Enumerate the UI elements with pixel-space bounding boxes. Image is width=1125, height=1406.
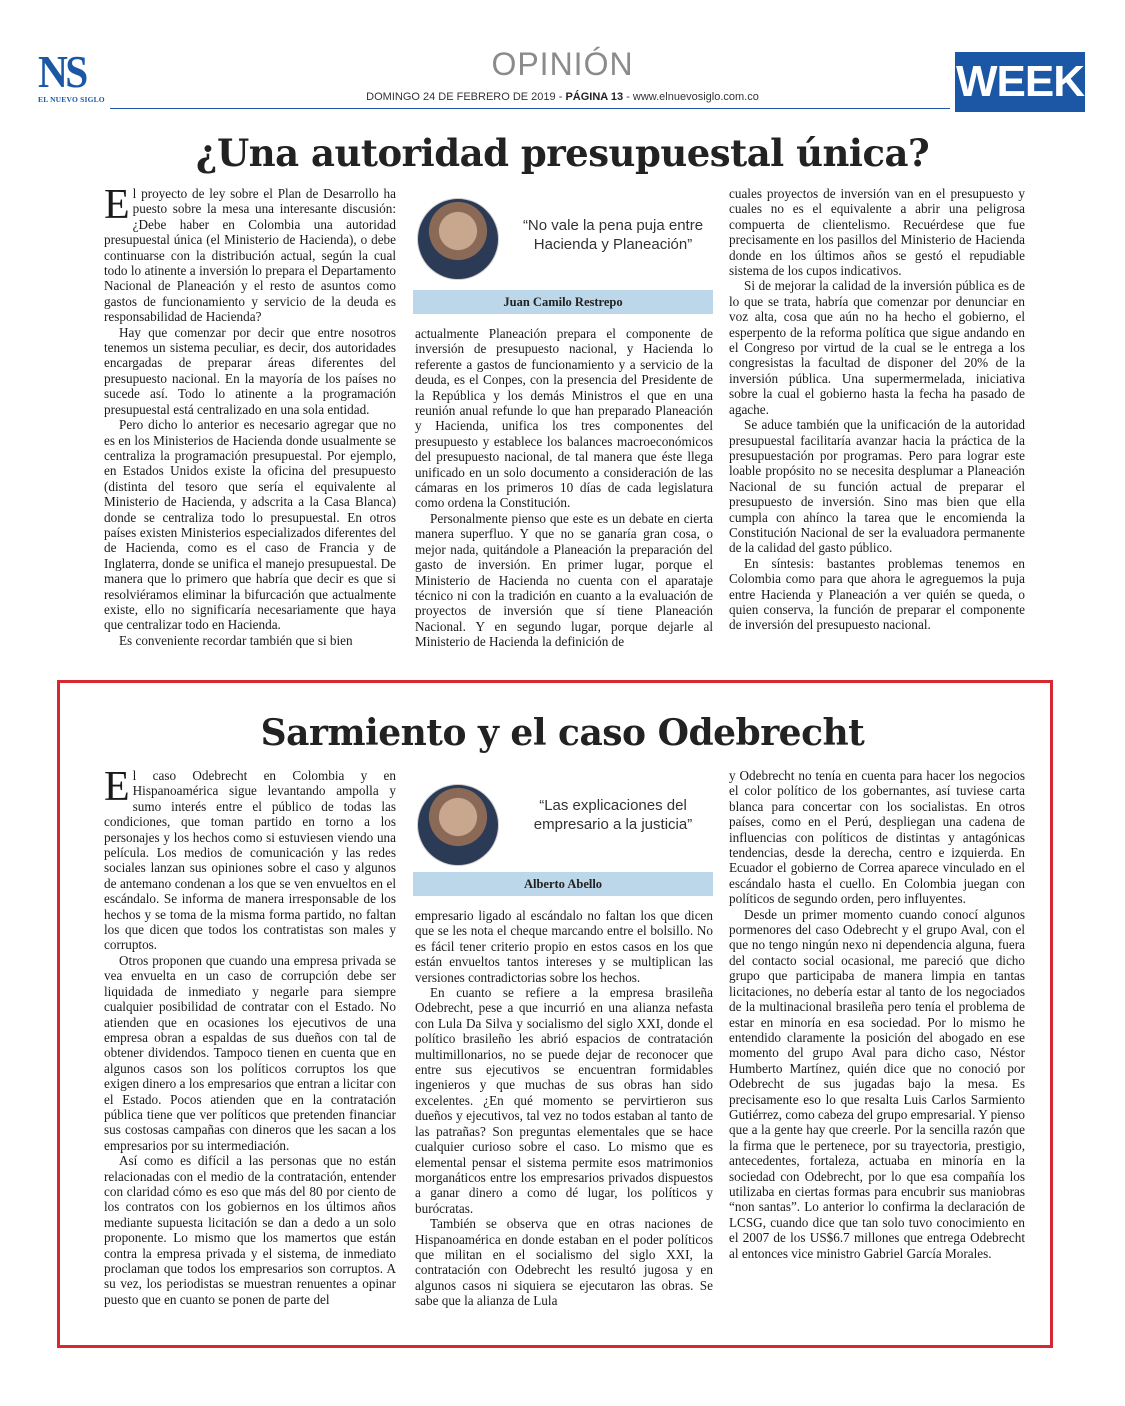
pull-quote: “Las explicaciones del empresario a la justicia” xyxy=(533,797,693,833)
article1-column-3 xyxy=(729,186,1025,633)
article2-paragraph: Así como es difícil a las personas que no están relacionadas con el medio de la contratación, entender con claridad cómo es eso que más del 80 por ciento de los contratos con los gobiernos en los últimos años mediante supuesta licitación se dan a dedo a un solo proponente. Lo mismo que los mamertos que están contra la empresa privada y el sistema, de inmediato proclaman que todos los empresarios son corruptos. A su vez, los periodistas se muestran renuentes a opinar puesto que en cuanto se ponen de parte del xyxy=(104,1153,396,1307)
author-name: Juan Camilo Restrepo xyxy=(413,290,713,314)
article1-paragraph: cuales proyectos de inversión van en el presupuesto y cuales no es el equivalente a abrir una peligrosa compuerta de clientelismo. Recuérdese que fue precisamente en los pasillos del Ministerio de Hacienda donde en los últimos años se gestó el repudiable sistema de los cupos indicativos. xyxy=(729,186,1025,279)
author-portrait xyxy=(417,198,499,280)
article2-paragraph: Desde un primer momento cuando conocí algunos pormenores del caso Odebrecht y el grupo Aval, con el que no tengo ningún nexo ni dependencia alguna, fuera del contacto social ocasional, me pareció que dicho grupo que participaba de manera limpia en tantas licitaciones, no debería estar al tanto de los negociados de la multinacional brasileña pero tenía el problema de estar en minoría en esa sociedad. Por lo mismo he entendido claramente la posición del abogado en ese momento del grupo Aval para dicho caso, Néstor Humberto Martínez, quién dice que no conoció por Odebrecht de sus jugadas bajo la mesa. Es precisamente eso lo que resalta Luis Carlos Sarmiento Gutiérrez, como cabeza del grupo empresarial. Y pienso que a la gente hay que creerle. Por la sencilla razón que la firma que le pertenece, por su trayectoria, prestigio, antecedentes, fortaleza, actuaba en minoría en la sociedad con Odebrecht, por lo que esa compañía los utilizaba en ciertas formas para encubrir sus maniobras “non santas”. Lo anterior lo confirma la declaración de LCSG, cuando dice que tan solo tuvo conocimiento en el 2007 de los US$6.7 millones que entrega Odebrecht al entonces vice ministro Gabriel García Morales. xyxy=(729,906,1025,1261)
pull-quote: “No vale la pena puja entre Hacienda y Planeación” xyxy=(522,217,704,253)
article2-column-1 xyxy=(104,764,396,1307)
article2-quote-box xyxy=(413,780,713,896)
header-rule xyxy=(110,108,950,109)
article1-paragraph: Es conveniente recordar también que si bien xyxy=(119,632,353,648)
article2-paragraph: y Odebrecht no tenía en cuenta para hacer los negocios el color político de los gobernantes, así tuviese carta blanca para concertar con los socialistas. En otros países, como en el Perú, despliegan una cadena de influencias con políticos de distintas y antagónicas tendencias, desde la derecha, centro e izquierda. En Ecuador el gobierno de Correa aparece vinculado en el escándalo hasta el cuello. En Colombia juegan con políticos de segundo orden, pero influyentes. xyxy=(729,768,1025,907)
article2-column-3 xyxy=(729,768,1025,1261)
article2-paragraph: empresario ligado al escándalo no faltan los que dicen que se les nota el cheque marcando entre el bolsillo. No es fácil tener criterio propio en estos casos en los que están envueltos tantos intereses y se multiplican las versiones contradictorias sobre los hechos. xyxy=(415,908,713,985)
article1-quote-box xyxy=(413,194,713,314)
dropcap: E xyxy=(104,182,130,228)
article2-paragraph: En cuanto se refiere a la empresa brasileña Odebrecht, pese a que incurrió en una alianza nefasta con Lula Da Silva y socialismo del siglo XXI, donde el político brasileño les abrió espacios de contratación multimillonarios, no se puede dejar de reconocer que entre sus ejecutivos se encuentran formidables ingenieros y que muchas de sus obras han sido excelentes. ¿En qué momento se pervirtieron sus dueños y ejecutivos, tal vez no todos estaban al tanto de las patrañas? Son preguntas elementales que se hace cualquier curioso sobre el caso. Lo mismo que es elemental pensar el sistema permite esos matrimonios morganáticos entre los empresarios privados dispuestos a ganar dinero a como dé lugar, los políticos y burócratas. xyxy=(415,985,713,1216)
article1-column-2 xyxy=(415,326,713,650)
article1-paragraph: Pero dicho lo anterior es necesario agregar que no es en los Ministerios de Hacienda donde usualmente se centraliza la programación presupuestal. Por ejemplo, en Estados Unidos existe la oficina del presupuesto (distinta del tesoro que sería el equivalente al Ministerio de Hacienda, y adscrita a la Casa Blanca) donde se centraliza todo lo presupuestal. En otros países existen Ministerios especializados diferentes del de Hacienda, como es el caso de Francia y de Inglaterra, donde se unifica el manejo presupuestal. De manera que lo primero que habría que decir es que si resolviéramos eliminar la bifurcación que actualmente existe, ello no significaría necesariamente que haya que centralizar todo en Hacienda. xyxy=(104,417,396,633)
article2-paragraph xyxy=(104,764,396,953)
article2-column-2 xyxy=(415,908,713,1309)
article1-paragraph: Se aduce también que la unificación de la autoridad presupuestal facilitaría avanzar hacia la práctica de la presupuestación por programas. Pero para lograr este loable propósito no se necesita desplumar a Planeación Nacional de su función actual de preparar el presupuesto de inversión. Sino mas bien que ella cumpla con ahínco la tarea que le encomienda la Constitución Nacional de ser la evaluadora permanente de la calidad del gasto público. xyxy=(729,417,1025,556)
section-title: OPINIÓN xyxy=(491,46,634,82)
article2-headline: Sarmiento y el caso Odebrecht xyxy=(260,712,865,754)
author-portrait xyxy=(417,784,499,866)
article1-paragraph: Hay que comenzar por decir que entre nosotros tenemos un sistema peculiar, es decir, dos autoridades encargadas de preparar áreas diferentes del presupuesto nacional. En la mayoría de los países no sucede así. Todo lo atinente a la programación presupuestal está centralizado en una sola entidad. xyxy=(104,324,396,417)
site-url: - www.elnuevosiglo.com.co xyxy=(623,91,759,103)
logo-mark: NS xyxy=(38,46,86,97)
paragraph-text: l proyecto de ley sobre el Plan de Desarrollo ha puesto sobre la mesa una interesante discusión: ¿Debe haber en Colombia una autoridad presupuestal única (el Ministerio de Hacienda), o debe continuarse con la distribución actual, según la cual todo lo atinente a inversión lo prepara el Departamento Nacional de Planeación y el resto de asuntos como gastos de funcionamiento y servicio de la deuda es responsabilidad de Hacienda? xyxy=(104,186,396,325)
article2-paragraph: También se observa que en otras naciones de Hispanoamérica en donde estaban en el poder políticos que militan en el socialismo del siglo XXI, la contratación con Odebrecht les resultó jugosa y en algunos casos ni siquiera se ejecutaron las obras. Se sabe que la alianza de Lula xyxy=(415,1216,713,1309)
dropcap: E xyxy=(104,764,130,810)
article1-headline: ¿Una autoridad presupuestal única? xyxy=(195,131,930,175)
date-text: DOMINGO 24 DE FEBRERO DE 2019 - xyxy=(366,91,566,103)
week-badge: WEEK xyxy=(955,52,1085,112)
article1-paragraph: En síntesis: bastantes problemas tenemos en Colombia como para que ahora le agreguemos la puja entre Hacienda y Planeación a ver quién se queda, o quien conserva, la función de preparar el componente de inversión del presupuesto nacional. xyxy=(729,555,1025,633)
article1-paragraph: Personalmente pienso que este es un debate en cierta manera superfluo. Y que no se ganaría gran cosa, o mejor nada, quitándole a Planeación la preparación del gasto de inversión. En primer lugar, porque el Ministerio de Hacienda no cuenta con el aparataje técnico ni con la tradición en cuanto a la evaluación de proyectos de inversión que sí tiene Planeación Nacional. Y en segundo lugar, porque dejarle al Ministerio de Hacienda la definición de xyxy=(415,510,713,650)
author-name: Alberto Abello xyxy=(413,872,713,896)
article1-paragraph: Si de mejorar la calidad de la inversión pública es de lo que se trata, habría que comenzar por denunciar en voz alta, cosa que aún no ha hecho el gobierno, el esperpento de la reforma política que sigue andando en el Congreso por virtud de la cual se le entrega a los congresistas la facultad de disponer del 20% de la inversión pública. Una supermermelada, iniciativa sobre la cual el gobierno hasta la fecha ha pasado de agache. xyxy=(729,278,1025,417)
page-number: PÁGINA 13 xyxy=(565,91,624,103)
article1-paragraph xyxy=(104,182,396,325)
article1-column-1 xyxy=(104,182,396,648)
paragraph-text: l caso Odebrecht en Colombia y en Hispanoamérica sigue levantando ampolla y sumo interés entre el público de todas las condiciones, que toman partido en torno a los personajes y los hechos como si estuviesen viendo una película. Los medios de comunicación y las redes sociales lanzan sus opiniones sobre el caso y algunos de antemano condenan a los que se ven envueltos en el escándalo. Se informa de manera irresponsable de los hechos y se toma de la misma forma partido, no faltan los que dicen que todos los contratistas son males y corruptos. xyxy=(104,768,396,953)
logo-subtitle: EL NUEVO SIGLO xyxy=(38,95,105,104)
article2-paragraph: Otros proponen que cuando una empresa privada se vea envuelta en un caso de corrupción debe ser liquidada de inmediato y negarle para siempre cualquier posibilidad de contratar con el Estado. No atienden que en ocasiones los ejecutivos de una empresa obran a espaldas de sus dueños con tal de obtener dividendos. Tampoco tienen en cuenta que en algunos casos son los políticos corruptos los que exigen dinero a los empresarios que entran a licitar con el Estado. Pocos atienden que en la contratación pública tiene que ver políticos que pretenden financiar sus costosas campañas con dineros que les sacan a los empresarios por su intermediación. xyxy=(104,952,396,1153)
article1-paragraph: actualmente Planeación prepara el componente de inversión de presupuesto nacional, y Hacienda lo referente a gastos de funcionamiento y a servicio de la deuda, es el Conpes, con la presencia del Presidente de la República y los demás Ministros el que en una reunión anual refunde lo que han preparado Planeación y Hacienda, unifica los tres componentes del presupuesto y establece los balances macroeconómicos del presupuesto nacional, de tal manera que éste llega unificado en un solo documento a consideración de las cámaras en los primeros 10 días de cada legislatura como ordena la Constitución. xyxy=(415,326,713,511)
